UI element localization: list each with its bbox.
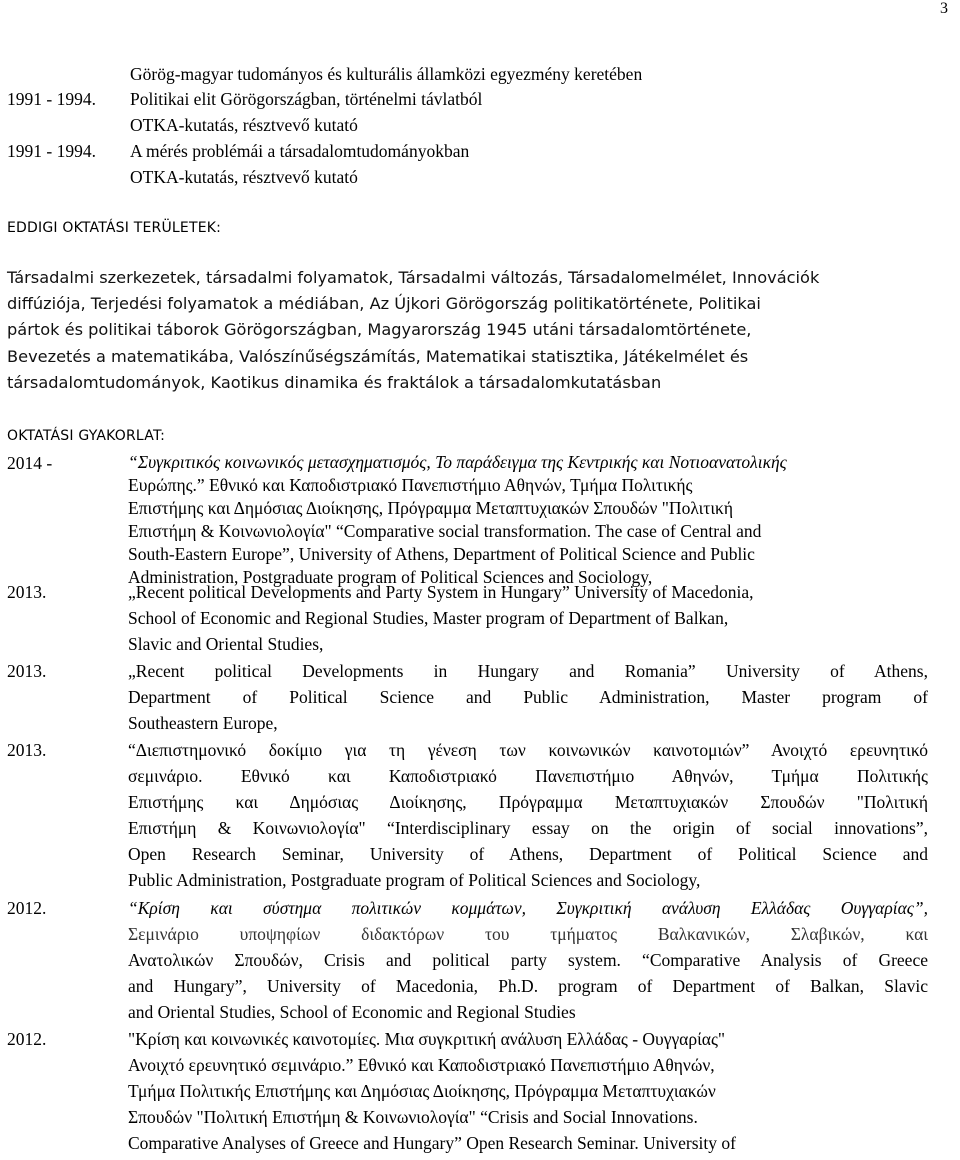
teaching-entry: “Διεπιστημονικό δοκίμιο για τη γένεση των κοινωνικών καινοτομιών” Ανοιχτό ερευνητικό σεμινάριο. Εθνικό και Καποδιστριακό Πανεπιστήμιο Αθηνών, Τμήμα Πολιτικής Επιστήμης και Δημόσιας Διοίκησης, Πρόγραμμα Μεταπτυχιακών Σπουδών "Πολιτική Επιστήμη & Κοινωνιολογία" “Interdisciplinary essay on the origin of social innovations”, Open Research Seminar, University of Athens, Department of Political Science and Public Administration, Postgraduate program of Political Sciences and Sociology, [128,740,928,890]
entry-year: 2013. [7,661,47,681]
page-number: 3 [940,0,948,17]
teaching-entry: "Κρίση και κοινωνικές καινοτομίες. Μια συγκριτική ανάλυση Ελλάδας - Ουγγαρίας" Ανοιχτό ερευνητικό σεμινάριο.” Εθνικό και Καποδιστριακό Πανεπιστήμιο Αθηνών, Τμήμα Πολιτικής Επιστήμης και Δημόσιας Διοίκησης, Πρόγραμμα Μεταπτυχιακών Σπουδών "Πολιτική Επιστήμη & Κοινωνιολογία" “Crisis and Social Innovations. Comparative Analyses of Greece and Hungary” Open Research Seminar. University of [128,1029,736,1153]
teaching-entry: “Συγκριτικός κοινωνικός μετασχηματισμός, Το παράδειγμα της Κεντρικής και Νοτιοανατολικής Ευρώπης.” Εθνικό και Καποδιστριακό Πανεπιστήμιο Αθηνών, Τμήμα Πολιτικής Επιστήμης και Δημόσιας Διοίκησης, Πρόγραμμα Μεταπτυχιακών Σπουδών "Πολιτική Επιστήμη & Κοινωνιολογία" “Comparative social transformation. The case of Central and South-Eastern Europe”, University of Athens, Department of Political Science and Public Administration, Postgraduate program of Political Sciences and Sociology, [128,452,787,587]
entry-year: 2013. [7,582,47,602]
teaching-areas-heading: EDDIGI OKTATÁSI TERÜLETEK: [7,220,222,236]
teaching-entry: „Recent political Developments and Party System in Hungary” University of Macedonia, School of Economic and Regional Studies, Master program of Department of Balkan, Slavic and Oriental Studies, [128,582,754,654]
entry-year: 2012. [7,898,47,918]
teaching-practice-heading: OKTATÁSI GYAKORLAT: [7,428,166,444]
teaching-entry: “Κρίση και σύστημα πολιτικών κομμάτων, Συγκριτική ανάλυση Ελλάδας Ουγγαρίας”, Σεμινάριο υποψηφίων διδακτόρων του τμήματος Βαλκανικών, Σλαβικών, και Ανατολικών Σπουδών, Crisis and political party system. “Comparative Analysis of Greece and Hungary”, University of Macedonia, Ph.D. program of Department of Balkan, Slavic and Oriental Studies, School of Economic and Regional Studies [128,898,928,1022]
entry-year: 2014 - [7,453,53,473]
entry-year: 2012. [7,1029,47,1049]
teaching-entry: „Recent political Developments in Hungary and Romania” University of Athens, Department of Political Science and Public Administration, Master program of Southeastern Europe, [128,661,928,733]
entry-year: 2013. [7,740,47,760]
